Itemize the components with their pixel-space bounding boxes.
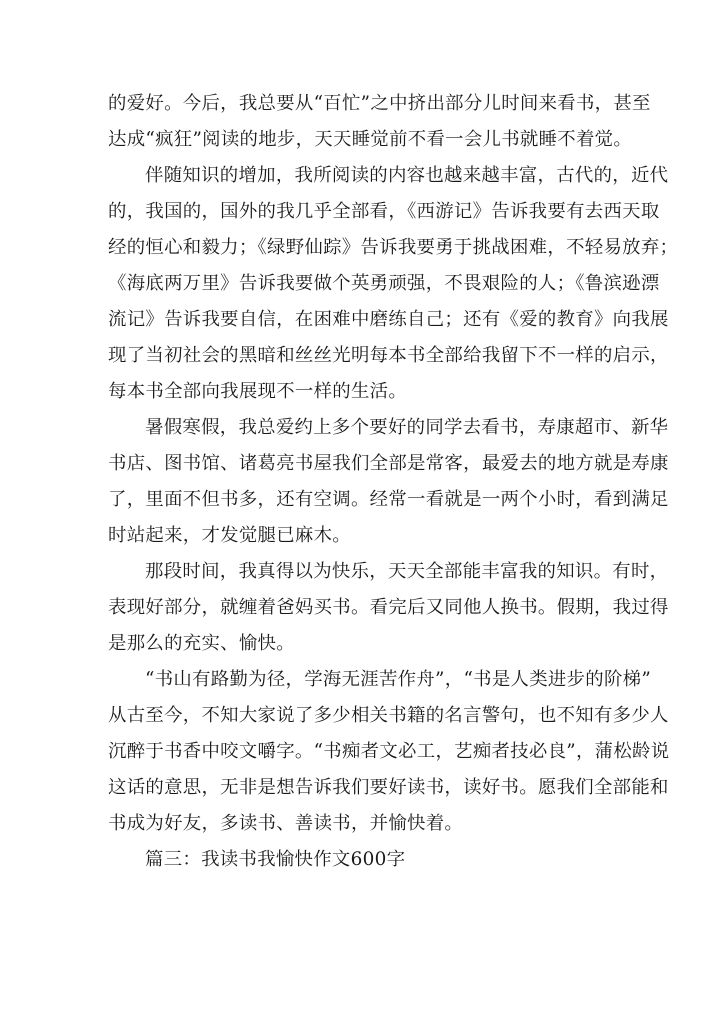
text-line: 书成为好友，多读书、善读书，并愉快着。 xyxy=(108,813,464,834)
text-line: 达成“疯狂”阅读的地步，天天睡觉前不看一会儿书就睡不着觉。 xyxy=(108,129,633,150)
text-line: 的爱好。今后，我总要从“百忙”之中挤出部分儿时间来看书，甚至 xyxy=(108,93,651,114)
essay-body xyxy=(108,86,679,878)
text-line: 流记》告诉我要自信，在困难中磨练自己；还有《爱的教育》向我展 xyxy=(108,309,669,330)
text-line: 每本书全部向我展现不一样的生活。 xyxy=(108,381,408,402)
paragraph-start-line: “书山有路勤为径，学海无涯苦作舟”，“书是人类进步的阶梯” xyxy=(145,669,652,690)
paragraph-start-line: 暑假寒假，我总爱约上多个要好的同学去看书，寿康超市、新华 xyxy=(145,417,669,438)
text-line: 的，我国的，国外的我几乎全部看，《西游记》告诉我要有去西天取 xyxy=(108,201,660,222)
text-line: 沉醉于书香中咬文嚼字。“书痴者文必工，艺痴者技必良”，蒲松龄说 xyxy=(108,741,670,762)
text-line: 书店、图书馆、诸葛亮书屋我们全部是常客，最爱去的地方就是寿康 xyxy=(108,453,669,474)
section-heading: 篇三：我读书我愉快作文600字 xyxy=(145,849,406,870)
text-line: 时站起来，才发觉腿已麻木。 xyxy=(108,525,351,546)
paragraph-start-line: 伴随知识的增加，我所阅读的内容也越来越丰富，古代的，近代 xyxy=(145,165,669,186)
text-line: 从古至今，不知大家说了多少相关书籍的名言警句，也不知有多少人 xyxy=(108,705,669,726)
text-line: 了，里面不但书多，还有空调。经常一看就是一两个小时，看到满足 xyxy=(108,489,669,510)
text-line: 经的恒心和毅力；《绿野仙踪》告诉我要勇于挑战困难，不轻易放弃； xyxy=(108,237,679,258)
text-line: 《海底两万里》告诉我要做个英勇顽强，不畏艰险的人；《鲁滨逊漂 xyxy=(108,273,660,294)
text-line: 是那么的充实、愉快。 xyxy=(108,633,295,654)
text-line: 现了当初社会的黑暗和丝丝光明每本书全部给我留下不一样的启示， xyxy=(108,345,669,366)
text-line: 表现好部分，就缠着爸妈买书。看完后又同他人换书。假期，我过得 xyxy=(108,597,669,618)
paragraph-start-line: 那段时间，我真得以为快乐，天天全部能丰富我的知识。有时， xyxy=(145,561,669,582)
text-line: 这话的意思，无非是想告诉我们要好读书，读好书。愿我们全部能和 xyxy=(108,777,669,798)
